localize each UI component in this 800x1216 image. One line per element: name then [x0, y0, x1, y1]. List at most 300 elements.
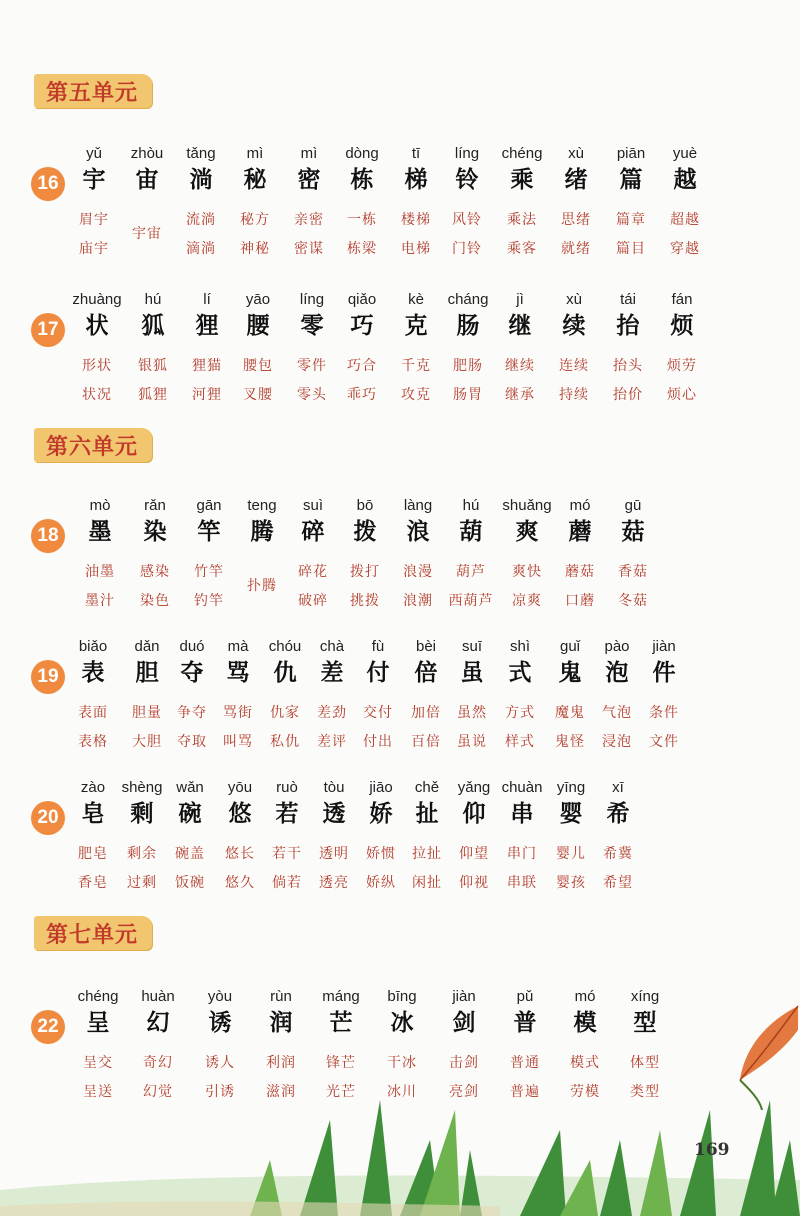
pinyin: pǔ [516, 988, 534, 1005]
example-word: 婴儿 [556, 846, 586, 862]
example-word: 凉爽 [512, 593, 542, 609]
pinyin: yōu [227, 779, 253, 796]
character: 肠 [456, 312, 480, 339]
pinyin: mó [574, 988, 596, 1005]
grass-decoration [0, 1080, 800, 1216]
example-word: 零件 [297, 358, 327, 374]
example-word: 乖巧 [347, 387, 377, 403]
pinyin: jì [516, 291, 524, 308]
character: 呈 [86, 1009, 110, 1036]
example-word: 狸猫 [192, 358, 222, 374]
pinyin: dòng [345, 145, 379, 162]
example-word: 百倍 [411, 734, 441, 750]
character: 绪 [564, 166, 588, 193]
example-word: 锋芒 [326, 1055, 356, 1071]
example-word: 悠久 [225, 875, 255, 891]
lesson-number-badge: 16 [31, 167, 65, 201]
example-word: 抬价 [613, 387, 643, 403]
example-word: 叉腰 [243, 387, 273, 403]
character: 胆 [135, 659, 159, 686]
pinyin: tī [411, 145, 421, 162]
example-word: 浸泡 [602, 734, 632, 750]
example-word: 穿越 [670, 241, 700, 257]
character: 密 [297, 166, 321, 193]
pinyin: bō [356, 497, 374, 514]
example-word: 继承 [505, 387, 535, 403]
character: 墨 [88, 518, 112, 545]
character: 碎 [301, 518, 325, 545]
character: 件 [652, 659, 676, 686]
pinyin: xíng [630, 988, 660, 1005]
example-word: 庙宇 [79, 241, 109, 257]
pinyin: bīng [387, 988, 417, 1005]
example-word: 文件 [649, 734, 679, 750]
example-word: 诱人 [205, 1055, 235, 1071]
example-word: 模式 [570, 1055, 600, 1071]
example-word: 门铃 [452, 241, 482, 257]
example-word: 狐狸 [138, 387, 168, 403]
character: 菇 [621, 518, 645, 545]
example-word: 普遍 [510, 1084, 540, 1100]
example-word: 类型 [630, 1084, 660, 1100]
character: 竿 [197, 518, 221, 545]
example-word: 继续 [505, 358, 535, 374]
example-word: 悠长 [225, 846, 255, 862]
character: 差 [320, 659, 344, 686]
pinyin: mà [227, 638, 249, 655]
example-word: 婴孩 [556, 875, 586, 891]
example-word: 肥皂 [78, 846, 108, 862]
pinyin: mì [300, 145, 318, 162]
pinyin: cháng [447, 291, 489, 308]
lesson-number-badge: 18 [31, 519, 65, 553]
character: 克 [404, 312, 428, 339]
example-word: 娇惯 [366, 846, 396, 862]
example-word: 透亮 [319, 875, 349, 891]
character: 幻 [146, 1009, 170, 1036]
character: 诱 [208, 1009, 232, 1036]
pinyin: ruò [276, 779, 298, 796]
word-group [439, 561, 503, 627]
lesson-number-badge: 22 [31, 1010, 65, 1044]
pinyin: líng [454, 145, 480, 162]
char-column [650, 291, 714, 421]
pinyin: tǎng [186, 145, 216, 162]
example-word: 幻觉 [143, 1084, 173, 1100]
example-word: 呈交 [83, 1055, 113, 1071]
character: 爽 [515, 518, 539, 545]
example-word: 仰望 [459, 846, 489, 862]
character: 付 [366, 659, 390, 686]
lesson-20 [0, 779, 800, 909]
example-word: 虽说 [457, 734, 487, 750]
pinyin: yīng [556, 779, 586, 796]
pinyin: piān [616, 145, 646, 162]
example-word: 竹竿 [194, 564, 224, 580]
example-word: 一栋 [347, 212, 377, 228]
example-word: 扑腾 [247, 578, 277, 594]
character: 婴 [559, 800, 583, 827]
character: 娇 [369, 800, 393, 827]
pinyin: suī [461, 638, 482, 655]
example-word: 秘方 [240, 212, 270, 228]
example-word: 串门 [507, 846, 537, 862]
char-column [601, 497, 665, 627]
character: 腰 [246, 312, 270, 339]
example-word: 西葫芦 [448, 593, 494, 609]
character: 宇 [82, 166, 106, 193]
example-word: 口蘑 [565, 593, 595, 609]
example-word: 私仇 [270, 734, 300, 750]
pinyin: shuǎng [502, 497, 552, 514]
pinyin: chéng [501, 145, 543, 162]
pinyin: shì [509, 638, 530, 655]
character: 虽 [460, 659, 484, 686]
character: 鬼 [558, 659, 582, 686]
char-column [65, 291, 129, 421]
example-word: 滴淌 [186, 241, 216, 257]
character: 普 [513, 1009, 537, 1036]
character: 巧 [350, 312, 374, 339]
example-word: 大胆 [132, 734, 162, 750]
example-word: 浪潮 [403, 593, 433, 609]
example-word: 宇宙 [132, 226, 162, 242]
example-word: 体型 [630, 1055, 660, 1071]
example-word: 篇目 [616, 241, 646, 257]
example-word: 葫芦 [456, 564, 486, 580]
pinyin: gū [624, 497, 642, 514]
character: 串 [510, 800, 534, 827]
character: 骂 [226, 659, 250, 686]
example-word: 河狸 [192, 387, 222, 403]
lesson-16 [0, 145, 800, 275]
example-word: 夺取 [177, 734, 207, 750]
pinyin: chuàn [501, 779, 543, 796]
example-word: 篇章 [616, 212, 646, 228]
example-word: 希望 [603, 875, 633, 891]
pinyin: tòu [323, 779, 345, 796]
pinyin: duó [179, 638, 205, 655]
character: 型 [633, 1009, 657, 1036]
example-word: 栋梁 [347, 241, 377, 257]
pinyin: teng [247, 497, 277, 514]
example-word: 碎花 [298, 564, 328, 580]
example-word: 零头 [297, 387, 327, 403]
pinyin: rùn [270, 988, 292, 1005]
example-word: 楼梯 [401, 212, 431, 228]
word-group [632, 702, 696, 768]
character: 希 [606, 800, 630, 827]
example-word: 虽然 [457, 705, 487, 721]
example-word: 争夺 [177, 705, 207, 721]
example-word: 眉宇 [79, 212, 109, 228]
pinyin: jiàn [652, 638, 676, 655]
pinyin: gān [196, 497, 222, 514]
example-word: 亮剑 [449, 1084, 479, 1100]
example-word: 鬼怪 [555, 734, 585, 750]
example-word: 形状 [82, 358, 112, 374]
pinyin: dǎn [134, 638, 160, 655]
pinyin: máng [322, 988, 360, 1005]
character: 浪 [406, 518, 430, 545]
example-word: 引诱 [205, 1084, 235, 1100]
example-word: 光芒 [326, 1084, 356, 1100]
pinyin: mò [89, 497, 111, 514]
pinyin: líng [299, 291, 325, 308]
example-word: 密谋 [294, 241, 324, 257]
example-word: 方式 [505, 705, 535, 721]
example-word: 差劲 [317, 705, 347, 721]
pinyin: yuè [672, 145, 698, 162]
example-word: 倘若 [272, 875, 302, 891]
word-group [586, 843, 650, 909]
pinyin: rǎn [144, 497, 166, 514]
char-column [586, 779, 650, 909]
example-word: 巧合 [347, 358, 377, 374]
char-column [632, 638, 696, 768]
pinyin: pào [604, 638, 630, 655]
example-word: 流淌 [186, 212, 216, 228]
character: 冰 [390, 1009, 414, 1036]
character: 皂 [81, 800, 105, 827]
example-word: 就绪 [561, 241, 591, 257]
pinyin: zhòu [130, 145, 164, 162]
example-word: 样式 [505, 734, 535, 750]
example-word: 电梯 [401, 241, 431, 257]
example-word: 仰视 [459, 875, 489, 891]
pinyin: fù [371, 638, 385, 655]
example-word: 胆量 [132, 705, 162, 721]
example-word: 破碎 [298, 593, 328, 609]
example-word: 若干 [272, 846, 302, 862]
example-word: 干冰 [387, 1055, 417, 1071]
character: 表 [81, 659, 105, 686]
word-group [601, 561, 665, 627]
pinyin: tái [620, 291, 636, 308]
example-word: 条件 [649, 705, 679, 721]
example-word: 击剑 [449, 1055, 479, 1071]
example-word: 仇家 [270, 705, 300, 721]
pinyin: yòu [207, 988, 233, 1005]
example-word: 肥肠 [453, 358, 483, 374]
page-number: 169 [694, 1140, 730, 1160]
example-word: 过剩 [127, 875, 157, 891]
pinyin: huàn [141, 988, 175, 1005]
example-word: 剩余 [127, 846, 157, 862]
pinyin: yǔ [86, 145, 102, 162]
example-word: 表格 [78, 734, 108, 750]
example-word: 冬菇 [618, 593, 648, 609]
word-group [65, 355, 129, 421]
example-word: 状况 [82, 387, 112, 403]
character: 铃 [455, 166, 479, 193]
example-word: 连续 [559, 358, 589, 374]
example-word: 碗盖 [175, 846, 205, 862]
example-word: 感染 [140, 564, 170, 580]
example-word: 神秘 [240, 241, 270, 257]
example-word: 烦劳 [667, 358, 697, 374]
character: 狐 [141, 312, 165, 339]
unit-label-6: 第六单元 [34, 428, 152, 462]
character: 梯 [404, 166, 428, 193]
example-word: 思绪 [561, 212, 591, 228]
example-word: 墨汁 [85, 593, 115, 609]
example-word: 付出 [363, 734, 393, 750]
character: 透 [322, 800, 346, 827]
pinyin: chéng [77, 988, 119, 1005]
example-word: 饭碗 [175, 875, 205, 891]
example-word: 利润 [266, 1055, 296, 1071]
pinyin: fán [671, 291, 693, 308]
pinyin: jiāo [369, 779, 393, 796]
pinyin: mì [246, 145, 264, 162]
example-word: 爽快 [512, 564, 542, 580]
character: 式 [508, 659, 532, 686]
pinyin: biǎo [78, 638, 108, 655]
pinyin: chóu [268, 638, 302, 655]
example-word: 串联 [507, 875, 537, 891]
character: 润 [269, 1009, 293, 1036]
example-word: 香菇 [618, 564, 648, 580]
pinyin: qiǎo [347, 291, 377, 308]
pinyin: yǎng [457, 779, 491, 796]
pinyin: zhuàng [72, 291, 122, 308]
character: 剩 [130, 800, 154, 827]
example-word: 呈送 [83, 1084, 113, 1100]
character: 续 [562, 312, 586, 339]
pinyin: chě [414, 779, 440, 796]
character: 乘 [510, 166, 534, 193]
character: 染 [143, 518, 167, 545]
example-word: 叫骂 [223, 734, 253, 750]
example-word: 加倍 [411, 705, 441, 721]
example-word: 气泡 [602, 705, 632, 721]
example-word: 交付 [363, 705, 393, 721]
pinyin: kè [408, 291, 424, 308]
example-word: 银狐 [138, 358, 168, 374]
character: 继 [508, 312, 532, 339]
character: 零 [300, 312, 324, 339]
lesson-number-badge: 19 [31, 660, 65, 694]
pinyin: yāo [245, 291, 271, 308]
character: 状 [85, 312, 109, 339]
character: 烦 [670, 312, 694, 339]
character: 秘 [243, 166, 267, 193]
lesson-17 [0, 291, 800, 421]
character: 栋 [350, 166, 374, 193]
lesson-18 [0, 497, 800, 627]
example-word: 乘客 [507, 241, 537, 257]
example-word: 娇纵 [366, 875, 396, 891]
example-word: 表面 [78, 705, 108, 721]
example-word: 香皂 [78, 875, 108, 891]
example-word: 风铃 [452, 212, 482, 228]
pinyin: mó [569, 497, 591, 514]
character: 仰 [462, 800, 486, 827]
character: 抬 [616, 312, 640, 339]
char-column [653, 145, 717, 275]
character: 扯 [415, 800, 439, 827]
example-word: 透明 [319, 846, 349, 862]
example-word: 拨打 [350, 564, 380, 580]
example-word: 腰包 [243, 358, 273, 374]
example-word: 劳模 [570, 1084, 600, 1100]
word-group [653, 209, 717, 275]
example-word: 魔鬼 [555, 705, 585, 721]
example-word: 肠胃 [453, 387, 483, 403]
example-word: 染色 [140, 593, 170, 609]
character: 悠 [228, 800, 252, 827]
character: 越 [673, 166, 697, 193]
character: 宙 [135, 166, 159, 193]
word-group [650, 355, 714, 421]
character: 仇 [273, 659, 297, 686]
example-word: 油墨 [85, 564, 115, 580]
pinyin: hú [144, 291, 162, 308]
character: 泡 [605, 659, 629, 686]
pinyin: zào [80, 779, 106, 796]
pinyin: jiàn [452, 988, 476, 1005]
unit-label-5: 第五单元 [34, 74, 152, 108]
example-word: 蘑菇 [565, 564, 595, 580]
pinyin: xī [612, 779, 624, 796]
example-word: 千克 [401, 358, 431, 374]
character: 芒 [329, 1009, 353, 1036]
pinyin: shèng [121, 779, 163, 796]
example-word: 超越 [670, 212, 700, 228]
unit-label-7: 第七单元 [34, 916, 152, 950]
character: 篇 [619, 166, 643, 193]
character: 拨 [353, 518, 377, 545]
example-word: 攻克 [401, 387, 431, 403]
char-column [439, 497, 503, 627]
lesson-number-badge: 17 [31, 313, 65, 347]
example-word: 持续 [559, 387, 589, 403]
example-word: 骂街 [223, 705, 253, 721]
character: 夺 [180, 659, 204, 686]
example-word: 拉扯 [412, 846, 442, 862]
example-word: 普通 [510, 1055, 540, 1071]
character: 若 [275, 800, 299, 827]
pinyin: wǎn [176, 779, 204, 796]
character: 淌 [189, 166, 213, 193]
example-word: 浪漫 [403, 564, 433, 580]
example-word: 闲扯 [412, 875, 442, 891]
character: 蘑 [568, 518, 592, 545]
example-word: 烦心 [667, 387, 697, 403]
example-word: 抬头 [613, 358, 643, 374]
example-word: 差评 [317, 734, 347, 750]
pinyin: guǐ [559, 638, 581, 655]
example-word: 冰川 [387, 1084, 417, 1100]
example-word: 乘法 [507, 212, 537, 228]
lesson-number-badge: 20 [31, 801, 65, 835]
pinyin: xù [568, 145, 584, 162]
character: 模 [573, 1009, 597, 1036]
pinyin: lí [203, 291, 211, 308]
character: 狸 [195, 312, 219, 339]
example-word: 钓竿 [194, 593, 224, 609]
character: 倍 [414, 659, 438, 686]
example-word: 亲密 [294, 212, 324, 228]
lesson-19 [0, 638, 800, 768]
example-word: 希冀 [603, 846, 633, 862]
example-word: 奇幻 [143, 1055, 173, 1071]
pinyin: hú [462, 497, 480, 514]
pinyin: làng [403, 497, 433, 514]
pinyin: bèi [415, 638, 437, 655]
character: 碗 [178, 800, 202, 827]
